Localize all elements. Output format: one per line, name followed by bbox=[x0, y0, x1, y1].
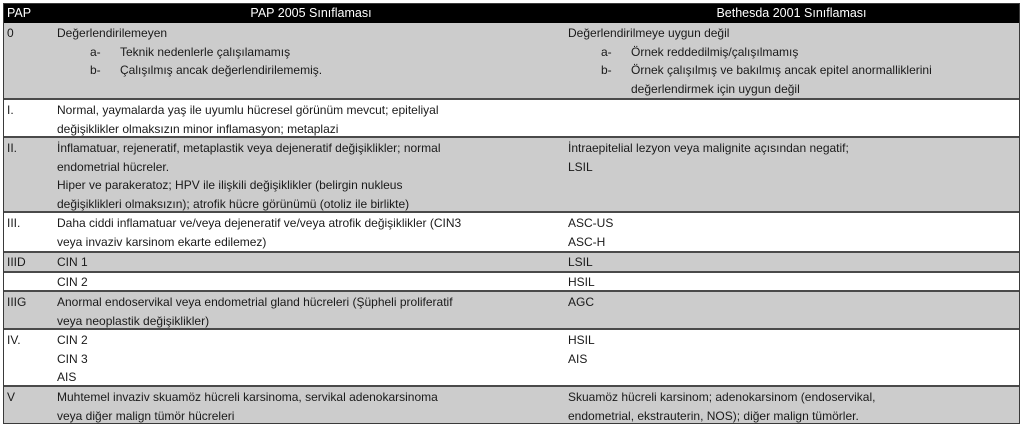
pap-2005-cell bbox=[57, 24, 323, 80]
header-pap: PAP bbox=[7, 6, 32, 20]
pap-2005-cell bbox=[57, 253, 88, 272]
text-line: Muhtemel invaziv skuamöz hücreli karsinoma, servikal adenokarsinoma bbox=[57, 390, 438, 404]
text-line: veya diğer malign tümör hücreleri bbox=[57, 408, 235, 423]
text-line: İntraepitelial lezyon veya malignite açısından negatif; bbox=[568, 141, 849, 155]
text-line: Hiper ve parakeratoz; HPV ile ilişkili değişiklikler (belirgin nukleus bbox=[57, 178, 403, 192]
text-line: CIN 1 bbox=[57, 255, 88, 269]
bethesda-cell bbox=[568, 253, 593, 272]
text-line: ASC-H bbox=[568, 234, 606, 249]
pap-class: IIID bbox=[7, 255, 26, 269]
table-row-4 bbox=[4, 251, 1019, 271]
pap-class: III. bbox=[7, 216, 21, 230]
text-line: AIS bbox=[57, 370, 77, 384]
bethesda-cell bbox=[568, 214, 613, 251]
bethesda-title: Değerlendirilmeye uygun değil bbox=[568, 26, 730, 40]
table-row-2 bbox=[4, 136, 1019, 211]
text-line: AIS bbox=[568, 351, 588, 366]
table-row-8 bbox=[4, 385, 1019, 423]
text-line: CIN 3 bbox=[57, 351, 88, 366]
classification-table bbox=[3, 3, 1020, 424]
text-line: endometrial, ekstrauterin, NOS); diğer malign tümörler. bbox=[568, 408, 859, 423]
text-line: Anormal endoservikal veya endometrial gland hücreleri (Şüpheli proliferatif bbox=[57, 295, 453, 309]
table-header bbox=[4, 4, 1019, 23]
bethesda-item-b bbox=[568, 61, 932, 80]
pap-2005-item-b bbox=[57, 61, 323, 80]
bethesda-cell bbox=[568, 24, 932, 98]
text-line: HSIL bbox=[568, 275, 595, 289]
bethesda-cell bbox=[568, 273, 595, 292]
pap-2005-cell bbox=[57, 273, 88, 292]
bethesda-cell bbox=[568, 293, 594, 312]
pap-2005-cell bbox=[57, 293, 453, 330]
header-pap-2005: PAP 2005 Sınıflaması bbox=[250, 6, 372, 20]
text-line: CIN 2 bbox=[57, 275, 88, 289]
text-line: İnflamatuar, rejeneratif, metaplastik veya dejeneratif değişiklikler; normal bbox=[57, 141, 441, 155]
text-line: CIN 2 bbox=[57, 333, 88, 347]
pap-2005-cell bbox=[57, 139, 441, 213]
pap-class: IIIG bbox=[7, 295, 27, 309]
header-bethesda-2001: Bethesda 2001 Sınıflaması bbox=[716, 6, 867, 20]
text-line: AGC bbox=[568, 295, 595, 309]
pap-2005-cell bbox=[57, 331, 88, 387]
bethesda-item-a bbox=[568, 43, 869, 62]
item-text-continuation: değerlendirmek için uygun değil bbox=[631, 81, 800, 96]
item-marker: a- bbox=[90, 44, 101, 59]
item-marker: b- bbox=[90, 63, 101, 77]
text-line: LSIL bbox=[568, 255, 593, 269]
item-marker: b- bbox=[601, 63, 612, 77]
text-line: değişiklikler olmaksızın minor inflamasyon; metaplazi bbox=[57, 121, 339, 136]
pap-2005-cell bbox=[57, 101, 439, 138]
pap-2005-item-a bbox=[57, 43, 291, 62]
pap-class: IV. bbox=[7, 333, 21, 347]
text-line: LSIL bbox=[568, 159, 593, 174]
table-row-0 bbox=[4, 23, 1019, 98]
pap-class: V bbox=[7, 390, 16, 404]
text-line: veya invaziv karsinom ekarte edilemez) bbox=[57, 234, 267, 249]
table-row-6 bbox=[4, 290, 1019, 328]
bethesda-cell bbox=[568, 139, 849, 176]
text-line: veya neoplastik değişiklikler) bbox=[57, 313, 210, 328]
item-text: Örnek çalışılmış ve bakılmış ancak epitel anormalliklerini bbox=[631, 63, 932, 77]
pap-class: II. bbox=[7, 141, 18, 155]
item-text: Teknik nedenlerle çalışılamamış bbox=[120, 44, 291, 59]
pap-class: 0 bbox=[7, 26, 14, 40]
table-row-5 bbox=[4, 271, 1019, 290]
text-line: Skuamöz hücreli karsinom; adenokarsinom (endoservikal, bbox=[568, 390, 876, 404]
pap-2005-title: Değerlendirilemeyen bbox=[57, 26, 168, 40]
text-line: Daha ciddi inflamatuar ve/veya dejeneratif ve/veya atrofik değişiklikler (CIN3 bbox=[57, 216, 462, 230]
table-row-3 bbox=[4, 211, 1019, 251]
text-line: endometrial hücreler. bbox=[57, 159, 170, 174]
item-marker: a- bbox=[601, 44, 612, 59]
text-line: ASC-US bbox=[568, 216, 614, 230]
pap-class: I. bbox=[7, 103, 14, 117]
table-row-1 bbox=[4, 98, 1019, 136]
pap-2005-cell bbox=[57, 388, 438, 425]
text-line: Normal, yaymalarda yaş ile uyumlu hücresel görünüm mevcut; epiteliyal bbox=[57, 103, 439, 117]
text-line: HSIL bbox=[568, 333, 595, 347]
item-text: Örnek reddedilmiş/çalışılmamış bbox=[631, 44, 799, 59]
item-text: Çalışılmış ancak değerlendirilememiş. bbox=[120, 63, 323, 77]
bethesda-cell bbox=[568, 331, 595, 368]
table-row-7 bbox=[4, 328, 1019, 385]
bethesda-cell bbox=[568, 388, 875, 425]
text-line: değişiklikleri olmaksızın); atrofik hücre görünümü (otoliz ile birlikte) bbox=[57, 196, 410, 211]
pap-2005-cell bbox=[57, 214, 461, 251]
